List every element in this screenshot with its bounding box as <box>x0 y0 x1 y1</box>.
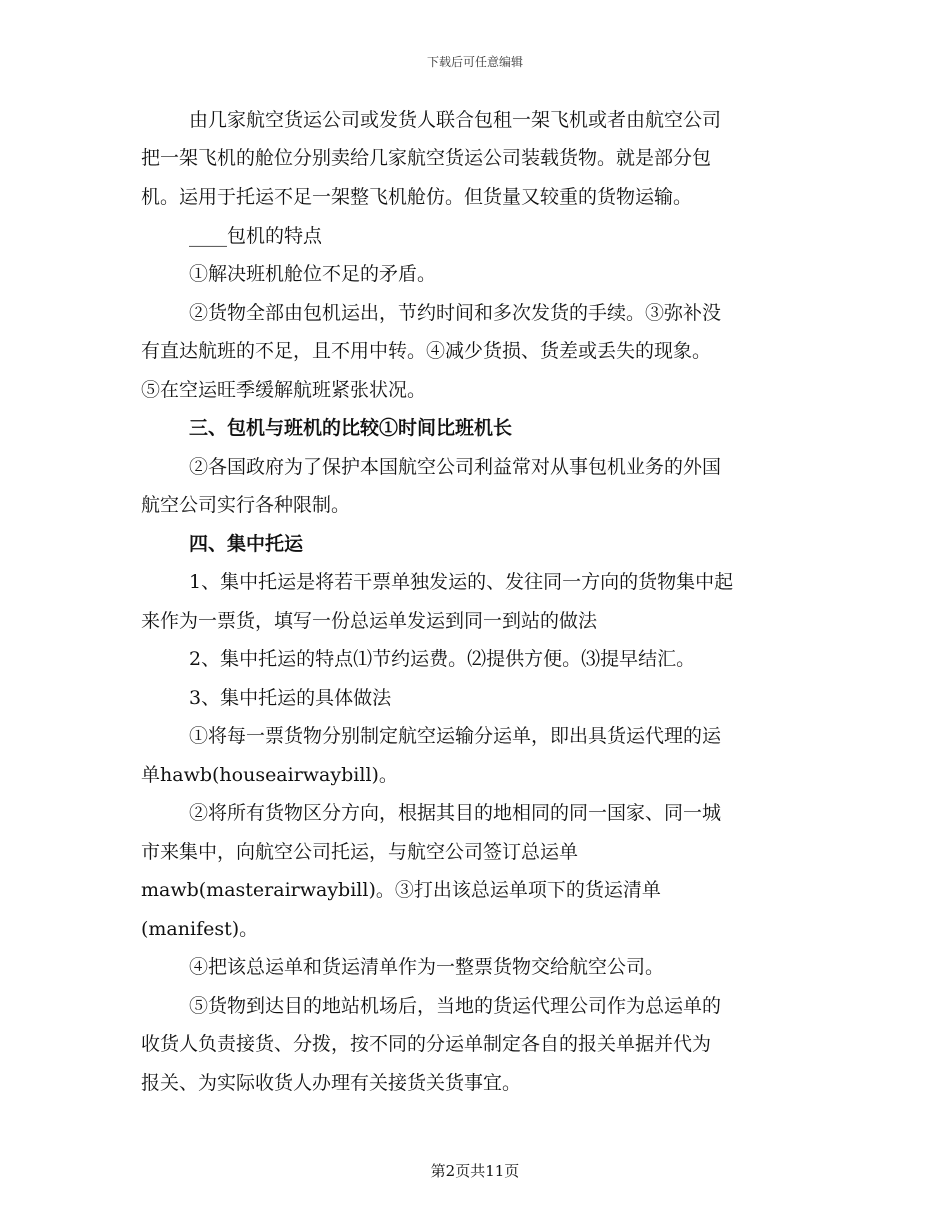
paragraph-line: 收货人负责接货、分拨，按不同的分运单制定各自的报关单据并代为 <box>141 1033 712 1055</box>
paragraph-line: 航空公司实行各种限制。 <box>141 494 351 516</box>
paragraph-line: 有直达航班的不足，且不用中转。④减少货损、货差或丢失的现象。 <box>141 340 712 362</box>
page-header: 下载后可任意编辑 <box>426 55 523 69</box>
paragraph-line: 由几家航空货运公司或发货人联合包租一架飞机或者由航空公司 <box>189 109 722 131</box>
paragraph-line: 来作为一票货，填写一份总运单发运到同一到站的做法 <box>141 610 598 632</box>
paragraph-line: mawb(masterairwaybill)。③打出该总运单项下的货运清单 <box>141 879 661 901</box>
paragraph-line: 单hawb(houseairwaybill)。 <box>141 764 398 786</box>
paragraph-line: 2、集中托运的特点⑴节约运费。⑵提供方便。⑶提早结汇。 <box>189 648 696 670</box>
paragraph-line: ②将所有货物区分方向，根据其目的地相同的同一国家、同一城 <box>189 802 722 824</box>
paragraph-line: (manifest)。 <box>141 918 259 940</box>
paragraph-line: ④把该总运单和货运清单作为一整票货物交给航空公司。 <box>189 956 665 978</box>
paragraph-line: 机。运用于托运不足一架整飞机舱仿。但货量又较重的货物运输。 <box>141 186 693 208</box>
paragraph-line: ____包机的特点 <box>189 225 323 247</box>
section-heading: 四、集中托运 <box>189 533 304 555</box>
paragraph-line: ②各国政府为了保护本国航空公司利益常对从事包机业务的外国 <box>189 456 722 478</box>
paragraph-line: 3、集中托运的具体做法 <box>189 687 392 709</box>
page-footer: 第2页共11页 <box>430 1162 520 1180</box>
section-heading: 三、包机与班机的比较①时间比班机长 <box>189 417 513 439</box>
paragraph-line: ②货物全部由包机运出，节约时间和多次发货的手续。③弥补没 <box>189 302 722 324</box>
paragraph-line: ①将每一票货物分别制定航空运输分运单，即出具货运代理的运 <box>189 725 722 747</box>
paragraph-line: ⑤在空运旺季缓解航班紧张状况。 <box>141 379 427 401</box>
paragraph-line: 把一架飞机的舱位分别卖给几家航空货运公司装载货物。就是部分包 <box>141 147 712 169</box>
paragraph-line: 报关、为实际收货人办理有关接货关货事宜。 <box>141 1072 522 1094</box>
paragraph-line: 1、集中托运是将若干票单独发运的、发往同一方向的货物集中起 <box>189 571 734 593</box>
paragraph-line: 市来集中，向航空公司托运，与航空公司签订总运单 <box>141 841 579 863</box>
paragraph-line: ⑤货物到达目的地站机场后，当地的货运代理公司作为总运单的 <box>189 995 722 1017</box>
paragraph-line: ①解决班机舱位不足的矛盾。 <box>189 263 437 285</box>
